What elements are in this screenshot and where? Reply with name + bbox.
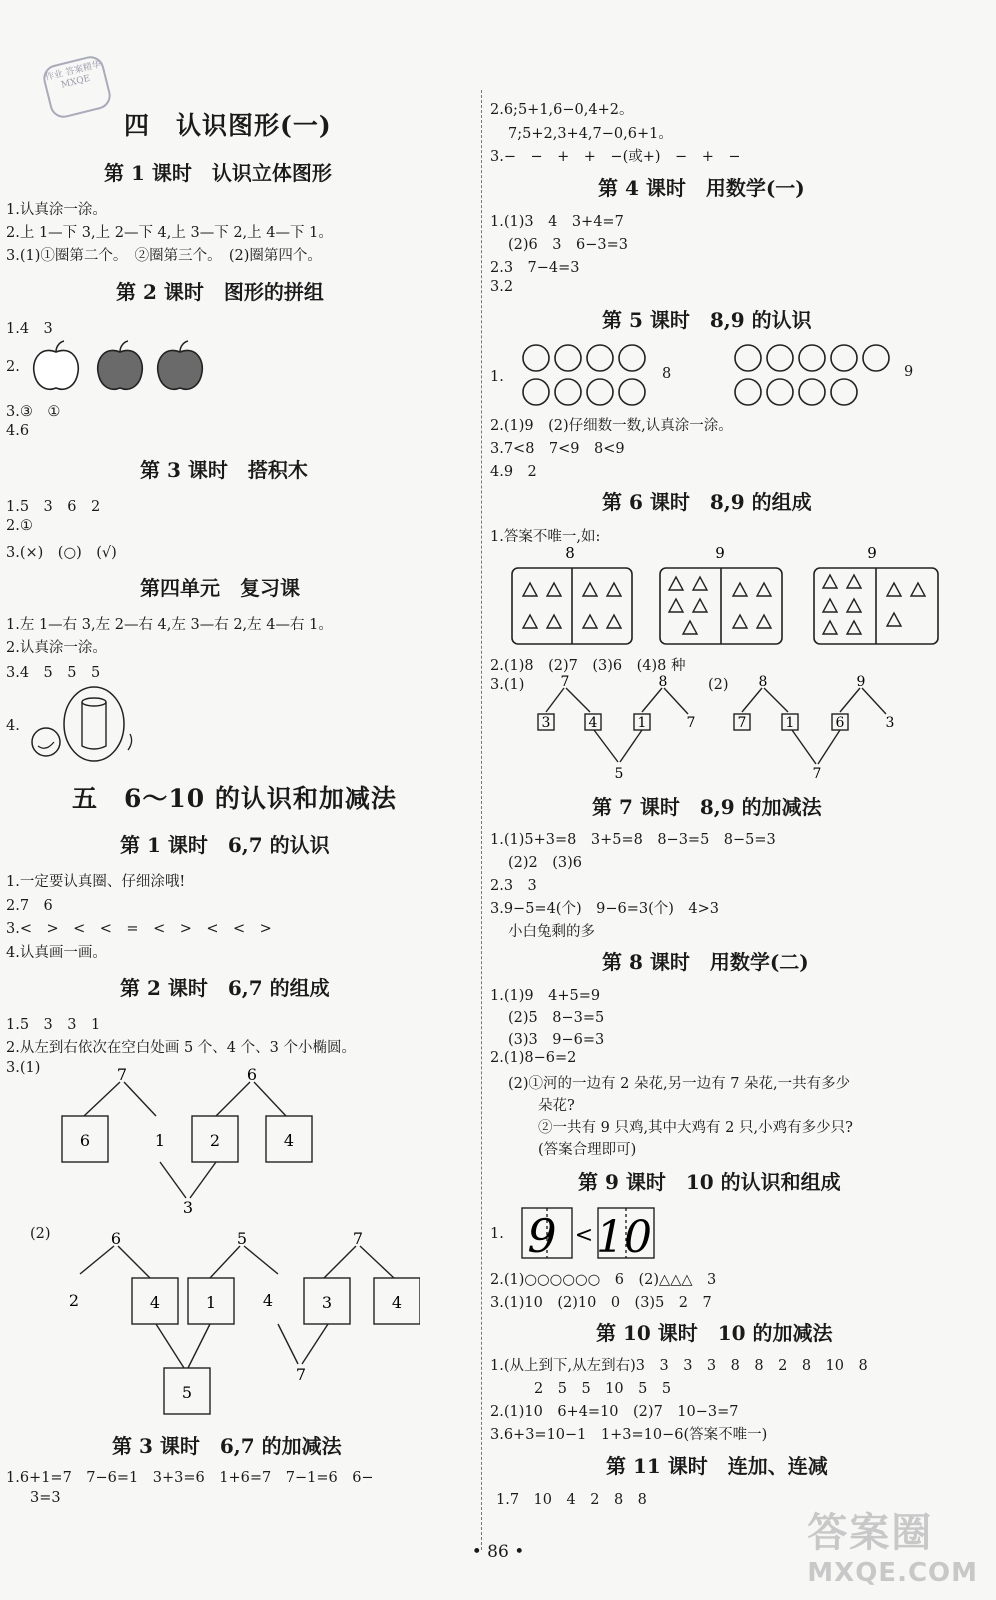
digit-text: 10 bbox=[596, 1212, 652, 1262]
unit4-title: 四 认识图形(一) bbox=[124, 111, 332, 140]
u1-line: 1.一定要认真圈、仔细涂哦! bbox=[6, 874, 186, 890]
l2-line: 4.6 bbox=[6, 423, 30, 439]
triangle-icon bbox=[583, 615, 597, 628]
r10-line: 1.(从上到下,从左到右)3 3 3 3 8 8 2 8 10 8 bbox=[490, 1358, 868, 1374]
r7-line: 3.9−5=4(个) 9−6=3(个) 4>3 bbox=[490, 901, 720, 917]
u1-line: 3.< > < < = < > < < > bbox=[6, 921, 272, 937]
split-b-text: 8 bbox=[758, 674, 768, 690]
r-lesson5-title: 第 5 课时 8,9 的认识 bbox=[602, 308, 812, 332]
digit-text: 9 bbox=[527, 1209, 557, 1262]
triangle-boxes bbox=[510, 544, 950, 648]
top-line: 2.6;5+1,6−0,4+2。 bbox=[490, 102, 634, 118]
triangle-icon bbox=[847, 599, 861, 612]
triangle-icon bbox=[547, 615, 561, 628]
split-b-text: 3 bbox=[885, 715, 895, 731]
triangle-icon bbox=[693, 599, 707, 612]
apple-icon bbox=[98, 341, 143, 389]
triangle-icon bbox=[887, 583, 901, 596]
r8-line: (2)5 8−3=5 bbox=[508, 1010, 605, 1026]
split-b-text: 7 bbox=[812, 766, 822, 782]
digit-writing bbox=[520, 1206, 660, 1262]
l3-line: 1.5 3 6 2 bbox=[6, 499, 101, 515]
top-line: 3.− − + + −(或+) − + − bbox=[490, 149, 741, 165]
split-diagrams bbox=[530, 674, 970, 784]
r8-line: 2.(1)8−6=2 bbox=[490, 1050, 577, 1066]
lesson1-title: 第 1 课时 认识立体图形 bbox=[104, 161, 332, 185]
watermark bbox=[807, 1501, 978, 1588]
r8-line: 朵花? bbox=[538, 1098, 575, 1114]
r7-line: 小白兔剩的多 bbox=[508, 924, 595, 940]
triangle-icon bbox=[823, 621, 837, 634]
lesson3-title: 第 3 课时 搭积木 bbox=[140, 458, 308, 482]
triangle-icon bbox=[911, 583, 925, 596]
r9-line: 3.(1)10 (2)10 0 (3)5 2 7 bbox=[490, 1295, 712, 1311]
r5-line: 3.7<8 7<9 8<9 bbox=[490, 441, 625, 457]
rev-line: 4. bbox=[6, 718, 20, 734]
r-lesson6-title: 第 6 课时 8,9 的组成 bbox=[602, 490, 812, 514]
r10-line: 3.6+3=10−1 1+3=10−6(答案不唯一) bbox=[490, 1427, 768, 1443]
lesson2-title: 第 2 课时 图形的拼组 bbox=[116, 280, 324, 304]
column-divider bbox=[481, 90, 482, 1550]
right-column bbox=[490, 0, 990, 1560]
triangle-icon bbox=[669, 577, 683, 590]
r8-line: (答案合理即可) bbox=[538, 1142, 637, 1158]
compose1-text: 4 bbox=[283, 1131, 295, 1150]
tri-total: 8 bbox=[565, 544, 575, 562]
rev-line: 1.左 1—右 3,左 2—右 4,左 3—右 2,左 4—右 1。 bbox=[6, 617, 333, 633]
r9-line: 1. bbox=[490, 1226, 504, 1242]
triangle-icon bbox=[733, 615, 747, 628]
triangle-icon bbox=[757, 615, 771, 628]
r11-line: 1.7 10 4 2 8 8 bbox=[496, 1492, 647, 1508]
split-b-text: 1 bbox=[785, 715, 795, 731]
compose1-text: 7 bbox=[116, 1066, 128, 1084]
compose1-text: 3 bbox=[182, 1198, 194, 1216]
compose1-text: 6 bbox=[246, 1066, 258, 1084]
tri-total: 9 bbox=[867, 544, 877, 562]
cylinder-figure bbox=[28, 686, 138, 762]
u3-line: 3=3 bbox=[30, 1490, 61, 1506]
u3-line: 1.6+1=7 7−6=1 3+3=6 1+6=7 7−1=6 6− bbox=[6, 1470, 374, 1486]
l2-line: 2. bbox=[6, 359, 20, 375]
top-line: 7;5+2,3+4,7−0,6+1。 bbox=[508, 126, 673, 142]
r6-line: 2.(1)8 (2)7 (3)6 (4)8 种 bbox=[490, 658, 686, 674]
r7-line: 2.3 3 bbox=[490, 878, 537, 894]
split-b-text: 7 bbox=[737, 715, 747, 731]
rev-line: 3.4 5 5 5 bbox=[6, 665, 101, 681]
split-a-text: 8 bbox=[658, 674, 668, 690]
triangle-icon bbox=[683, 621, 697, 634]
r4-line: 1.(1)3 4 3+4=7 bbox=[490, 214, 624, 230]
apple-icon bbox=[158, 341, 203, 389]
r4-line: (2)6 3 6−3=3 bbox=[508, 237, 628, 253]
r8-line: 1.(1)9 4+5=9 bbox=[490, 988, 601, 1004]
l3-line: 3.(×) (○) (√) bbox=[6, 545, 117, 561]
watermark-url: MXQE.COM bbox=[807, 1558, 978, 1588]
page-number: • 86 • bbox=[471, 1542, 525, 1562]
r10-line: 2.(1)10 6+4=10 (2)7 10−3=7 bbox=[490, 1404, 739, 1420]
triangle-icon bbox=[733, 583, 747, 596]
u2-line: 2.从左到右依次在空白处画 5 个、4 个、3 个小椭圆。 bbox=[6, 1040, 356, 1056]
u-lesson3-title: 第 3 课时 6,7 的加减法 bbox=[112, 1434, 342, 1458]
r5-line: 2.(1)9 (2)仔细数一数,认真涂一涂。 bbox=[490, 418, 733, 434]
split-a-text: 1 bbox=[637, 715, 647, 731]
compose1-text: 6 bbox=[79, 1131, 91, 1150]
r-lesson9-title: 第 9 课时 10 的认识和组成 bbox=[578, 1170, 841, 1194]
r8-line: (3)3 9−6=3 bbox=[508, 1032, 605, 1048]
triangle-icon bbox=[757, 583, 771, 596]
l2-line: 3.③ ① bbox=[6, 404, 61, 420]
r-lesson8-title: 第 8 课时 用数学(二) bbox=[602, 950, 809, 974]
r5-count: 8 bbox=[662, 366, 672, 382]
triangle-icon bbox=[583, 583, 597, 596]
r-lesson4-title: 第 4 课时 用数学(一) bbox=[598, 176, 805, 200]
r7-line: (2)2 (3)6 bbox=[508, 855, 583, 871]
l3-line: 2.① bbox=[6, 518, 33, 534]
stamp: 作业 答案精华 MXQE bbox=[40, 53, 113, 120]
triangle-icon bbox=[607, 583, 621, 596]
apple-icon bbox=[34, 341, 79, 389]
triangle-icon bbox=[847, 621, 861, 634]
r6-line: 1.答案不唯一,如: bbox=[490, 529, 601, 545]
u2-line: 1.5 3 3 1 bbox=[6, 1017, 101, 1033]
compose2-text: 7 bbox=[295, 1365, 307, 1384]
compose2-text: 5 bbox=[236, 1229, 248, 1248]
compose2-text: 5 bbox=[181, 1383, 193, 1402]
compose2-text: 4 bbox=[391, 1293, 403, 1312]
u-lesson1-title: 第 1 课时 6,7 的认识 bbox=[120, 833, 330, 857]
triangle-icon bbox=[823, 599, 837, 612]
compose-diagram-1 bbox=[50, 1066, 340, 1216]
digit-text: < bbox=[574, 1223, 594, 1248]
watermark-logo: 答案圈 bbox=[807, 1510, 934, 1556]
r-lesson7-title: 第 7 课时 8,9 的加减法 bbox=[592, 795, 822, 819]
r4-line: 2.3 7−4=3 bbox=[490, 260, 580, 276]
unit5-title: 五 6～10 的认识和加减法 bbox=[72, 784, 397, 813]
r8-line: ②一共有 9 只鸡,其中大鸡有 2 只,小鸡有多少只? bbox=[538, 1120, 853, 1136]
r7-line: 1.(1)5+3=8 3+5=8 8−3=5 8−5=3 bbox=[490, 832, 776, 848]
split-a-text: 7 bbox=[686, 715, 696, 731]
r9-line: 2.(1)○○○○○○ 6 (2)△△△ 3 bbox=[490, 1272, 717, 1288]
l1-line: 3.(1)①圈第二个。 ②圈第三个。 (2)圈第四个。 bbox=[6, 248, 322, 264]
u1-line: 2.7 6 bbox=[6, 898, 53, 914]
split-a-text: 3 bbox=[541, 715, 551, 731]
split-b-text: 6 bbox=[835, 715, 845, 731]
r5-line: 4.9 2 bbox=[490, 464, 537, 480]
review-title: 第四单元 复习课 bbox=[140, 576, 300, 600]
r5-line: 1. bbox=[490, 369, 504, 385]
l1-line: 1.认真涂一涂。 bbox=[6, 202, 107, 218]
triangle-icon bbox=[847, 575, 861, 588]
compose2-text: 2 bbox=[68, 1291, 80, 1310]
triangle-icon bbox=[523, 583, 537, 596]
split-a-text: 5 bbox=[614, 766, 624, 782]
r6-line: (2) bbox=[708, 677, 729, 693]
compose2-text: 4 bbox=[149, 1293, 161, 1312]
r-lesson11-title: 第 11 课时 连加、连减 bbox=[606, 1454, 828, 1478]
triangle-icon bbox=[669, 599, 683, 612]
compose2-text: 3 bbox=[321, 1293, 333, 1312]
u2-line: (2) bbox=[30, 1226, 51, 1242]
l1-line: 2.上 1—下 3,上 2—下 4,上 3—下 2,上 4—下 1。 bbox=[6, 225, 333, 241]
triangle-icon bbox=[693, 577, 707, 590]
split-b-text: 9 bbox=[856, 674, 866, 690]
apples-figure bbox=[30, 340, 210, 396]
compose2-text: 4 bbox=[262, 1291, 274, 1310]
compose1-text: 2 bbox=[209, 1131, 221, 1150]
compose2-text: 7 bbox=[352, 1229, 364, 1248]
split-a-text: 4 bbox=[588, 715, 598, 731]
r4-line: 3.2 bbox=[490, 279, 514, 295]
triangle-icon bbox=[523, 615, 537, 628]
r6-line: 3.(1) bbox=[490, 677, 525, 693]
rev-line: 2.认真涂一涂。 bbox=[6, 640, 107, 656]
triangle-icon bbox=[607, 615, 621, 628]
left-column bbox=[0, 0, 478, 1560]
compose1-text: 1 bbox=[154, 1131, 166, 1150]
triangle-icon bbox=[823, 575, 837, 588]
split-a-text: 7 bbox=[560, 674, 570, 690]
u-lesson2-title: 第 2 课时 6,7 的组成 bbox=[120, 976, 330, 1000]
r8-line: (2)①河的一边有 2 朵花,另一边有 7 朵花,一共有多少 bbox=[508, 1076, 851, 1092]
compose2-text: 6 bbox=[110, 1229, 122, 1248]
r-lesson10-title: 第 10 课时 10 的加减法 bbox=[596, 1321, 833, 1345]
u1-line: 4.认真画一画。 bbox=[6, 945, 107, 961]
triangle-icon bbox=[887, 613, 901, 626]
r5-count: 9 bbox=[904, 364, 914, 380]
u2-line: 3.(1) bbox=[6, 1060, 41, 1076]
l2-line: 1.4 3 bbox=[6, 321, 53, 337]
triangle-icon bbox=[547, 583, 561, 596]
r10-line: 2 5 5 10 5 5 bbox=[534, 1381, 672, 1397]
circles-figure bbox=[520, 342, 930, 408]
compose-diagram-2 bbox=[60, 1228, 420, 1418]
tri-total: 9 bbox=[715, 544, 725, 562]
compose2-text: 1 bbox=[205, 1293, 217, 1312]
